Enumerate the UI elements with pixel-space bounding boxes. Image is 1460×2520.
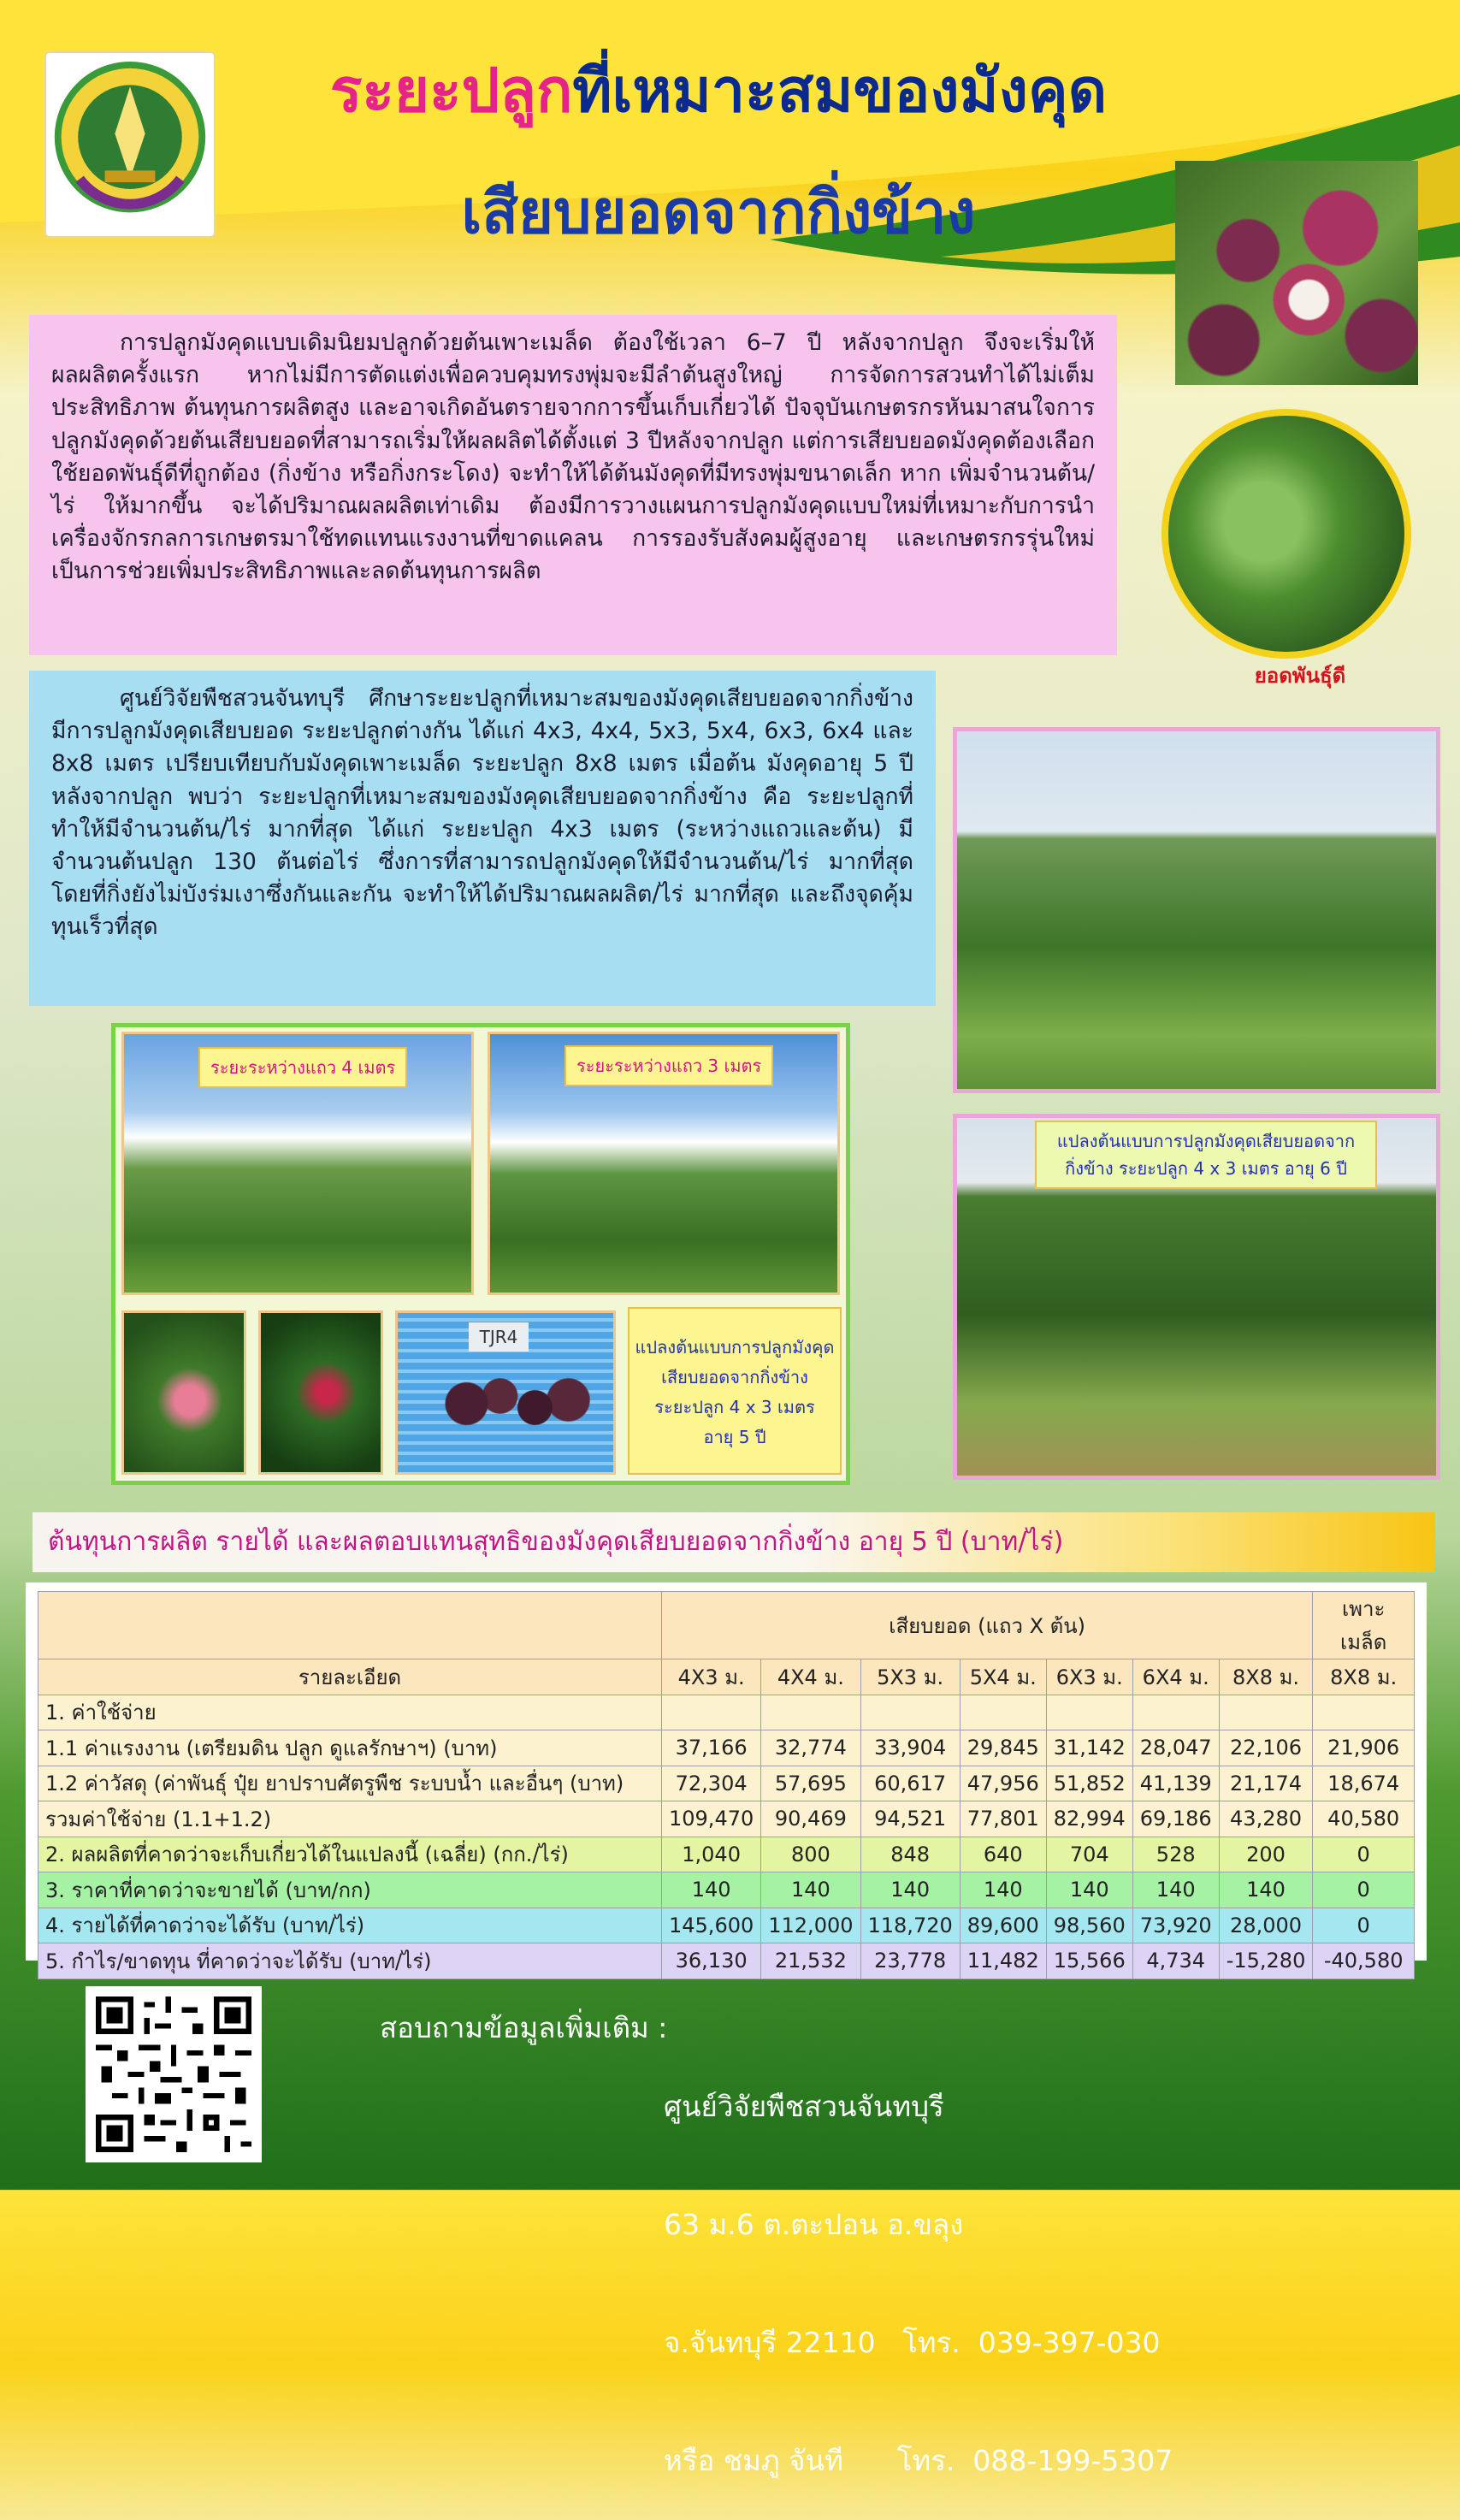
row-label: 1.1 ค่าแรงงาน (เตรียมดิน ปลูก ดูแลรักษาฯ) (บาท)	[38, 1730, 662, 1766]
cell: 28,000	[1219, 1908, 1313, 1943]
cell: 69,186	[1132, 1801, 1219, 1837]
contact-phone-2: หรือ ชมภู จันที โทร. 088-199-5307	[664, 2444, 1173, 2477]
cell: 800	[761, 1837, 860, 1872]
page-subtitle: เสียบยอดจากกิ่งข้าง	[461, 176, 976, 247]
row-label: 5. กำไร/ขาดทุน ที่คาดว่าจะได้รับ (บาท/ไร่)	[38, 1943, 662, 1979]
table-row	[38, 1943, 1415, 1979]
cell	[860, 1695, 960, 1730]
young-fruit-photo	[258, 1310, 383, 1475]
cell: 40,580	[1313, 1801, 1415, 1837]
cell: 28,047	[1132, 1730, 1219, 1766]
cell: 47,956	[960, 1766, 1046, 1801]
cell: 77,801	[960, 1801, 1046, 1837]
table-title: ต้นทุนการผลิต รายได้ และผลตอบแทนสุทธิของมังคุดเสียบยอดจากกิ่งข้าง อายุ 5 ปี (บาท/ไร่)	[33, 1512, 1435, 1572]
contact-address: 63 ม.6 ต.ตะปอน อ.ขลุง	[664, 2208, 964, 2241]
cost-table-panel	[26, 1582, 1427, 1973]
grafted-group-header: เสียบยอด (แถว X ต้น)	[662, 1592, 1313, 1659]
column-header: 4X4 ม.	[761, 1659, 860, 1695]
row-label: 2. ผลผลิตที่คาดว่าจะเก็บเกี่ยวได้ในแปลงนี้ (เฉลี่ย) (กก./ไร่)	[38, 1837, 662, 1872]
seedling-group-header: เพาะเมล็ด	[1313, 1592, 1415, 1659]
cell	[1132, 1695, 1219, 1730]
cell: 73,920	[1132, 1908, 1219, 1943]
cell: 90,469	[761, 1801, 860, 1837]
cell: 43,280	[1219, 1801, 1313, 1837]
cell	[1046, 1695, 1132, 1730]
mangosteen-fruit-photo	[1175, 161, 1418, 385]
table-row	[38, 1908, 1415, 1943]
cost-table	[38, 1591, 1415, 1979]
table-row	[38, 1837, 1415, 1872]
row-label: รวมค่าใช้จ่าย (1.1+1.2)	[38, 1801, 662, 1837]
research-paragraph	[29, 671, 936, 953]
cell: 118,720	[860, 1908, 960, 1943]
contact-phone-1: จ.จันทบุรี 22110 โทร. 039-397-030	[664, 2326, 1161, 2359]
qr-code-icon	[96, 1996, 251, 2152]
cell: 32,774	[761, 1730, 860, 1766]
cell: 140	[662, 1872, 761, 1908]
cell: 140	[960, 1872, 1046, 1908]
column-header: 6X4 ม.	[1132, 1659, 1219, 1695]
cell: 98,560	[1046, 1908, 1132, 1943]
cell: 33,904	[860, 1730, 960, 1766]
row-label: 4. รายได้ที่คาดว่าจะได้รับ (บาท/ไร่)	[38, 1908, 662, 1943]
cell: 15,566	[1046, 1943, 1132, 1979]
row-label: 1. ค่าใช้จ่าย	[38, 1695, 662, 1730]
cell: 94,521	[860, 1801, 960, 1837]
cell: 21,174	[1219, 1766, 1313, 1801]
cell: 72,304	[662, 1766, 761, 1801]
row-label: 1.2 ค่าวัสดุ (ค่าพันธุ์ ปุ๋ย ยาปราบศัตรูพืช ระบบน้ำ และอื่นๆ (บาท)	[38, 1766, 662, 1801]
intro-text: การปลูกมังคุดแบบเดิมนิยมปลูกด้วยต้นเพาะเมล็ด ต้องใช้เวลา 6–7 ปี หลังจากปลูก จึงจะเริ่มให้ผลผลิตครั้งแรก หากไม่มีการตัดแต่งเพื่อควบคุมทรงพุ่มจะมีลำต้นสูงใหญ่ การจัดการสวนทำได้ไม่เต็มประสิทธิภาพ ต้นทุนการผลิตสูง และอาจเกิดอันตรายจากการขึ้นเก็บเกี่ยวได้ ปัจจุบันเกษตรกรหันมาสนใจการปลูกมังคุดด้วยต้นเสียบยอดที่สามารถเริ่มให้ผลผลิตได้ตั้งแต่ 3 ปีหลังจากปลูก แต่การเสียบยอดมังคุดต้องเลือกใช้ยอดพันธุ์ดีที่ถูกต้อง (กิ่งข้าง หรือกิ่งกระโดง) จะทำให้ได้ต้นมังคุดที่มีทรงพุ่มขนาดเล็ก หาก เพิ่มจำนวนต้น/ไร่ ให้มากขึ้น จะได้ปริมาณผลผลิตเท่าเดิม ต้องมีการวางแผนการปลูกมังคุดแบบใหม่ที่เหมาะกับการนำเครื่องจักรกลการเกษตรมาใช้ทดแทนแรงงานที่ขาดแคลน การรองรับสังคมผู้สูงอายุ และเกษตรกรรุ่นใหม่ เป็นการช่วยเพิ่มประสิทธิภาพและลดต้นทุนการผลิต	[51, 329, 1095, 585]
cell: 140	[1132, 1872, 1219, 1908]
cell: 51,852	[1046, 1766, 1132, 1801]
cell: 0	[1313, 1872, 1415, 1908]
cell: 11,482	[960, 1943, 1046, 1979]
column-header: 4X3 ม.	[662, 1659, 761, 1695]
intro-paragraph	[29, 315, 1117, 597]
cell: 0	[1313, 1908, 1415, 1943]
row3-label: ระยะระหว่างแถว 3 เมตร	[564, 1045, 773, 1086]
row-label: 3. ราคาที่คาดว่าจะขายได้ (บาท/กก)	[38, 1872, 662, 1908]
cell	[960, 1695, 1046, 1730]
page-title	[257, 43, 1180, 138]
column-header: 5X4 ม.	[960, 1659, 1046, 1695]
cell: -15,280	[1219, 1943, 1313, 1979]
cell: 37,166	[662, 1730, 761, 1766]
table-column-row	[38, 1659, 1415, 1695]
detail-column-header: รายละเอียด	[38, 1659, 662, 1695]
cell: 41,139	[1132, 1766, 1219, 1801]
plot6-caption-line1: แปลงต้นแบบการปลูกมังคุดเสียบยอดจาก	[1056, 1131, 1356, 1151]
doa-logo	[44, 51, 216, 238]
intro-panel	[29, 315, 1117, 655]
research-panel	[29, 671, 936, 1006]
table-row	[38, 1730, 1415, 1766]
table-header-row	[38, 1592, 1415, 1659]
cell: 23,778	[860, 1943, 960, 1979]
plot5-caption	[628, 1307, 842, 1475]
plot5-caption-line4: อายุ 5 ปี	[703, 1427, 766, 1447]
qr-code[interactable]	[86, 1986, 262, 2162]
cell: 140	[1219, 1872, 1313, 1908]
basket-tag: TJR4	[469, 1322, 529, 1352]
plot5-caption-line2: เสียบยอดจากกิ่งข้าง	[661, 1367, 808, 1387]
cell: 22,106	[1219, 1730, 1313, 1766]
row4-label: ระยะระหว่างแถว 4 เมตร	[198, 1047, 407, 1088]
cell	[1219, 1695, 1313, 1730]
table-row	[38, 1801, 1415, 1837]
column-header: 8X8 ม.	[1219, 1659, 1313, 1695]
plot5-caption-line1: แปลงต้นแบบการปลูกมังคุด	[635, 1337, 835, 1358]
table-row	[38, 1872, 1415, 1908]
cell: 140	[860, 1872, 960, 1908]
contact-org: ศูนย์วิจัยพืชสวนจันทบุรี	[664, 2090, 944, 2123]
cell	[662, 1695, 761, 1730]
contact-details	[664, 2008, 1173, 2520]
cell	[761, 1695, 860, 1730]
cell: 112,000	[761, 1908, 860, 1943]
cell: 4,734	[1132, 1943, 1219, 1979]
cell: 145,600	[662, 1908, 761, 1943]
page-title-highlight: ระยะปลูก	[329, 55, 573, 126]
scion-shoot-photo	[1161, 409, 1411, 659]
cell: 848	[860, 1837, 960, 1872]
cell: 140	[1046, 1872, 1132, 1908]
cell: 640	[960, 1837, 1046, 1872]
scion-caption: ยอดพันธุ์ดี	[1254, 664, 1346, 688]
contact-label: สอบถามข้อมูลเพิ่มเติม :	[380, 2011, 668, 2044]
plot6-caption	[1035, 1121, 1377, 1189]
cell: 31,142	[1046, 1730, 1132, 1766]
cell: 200	[1219, 1837, 1313, 1872]
orchard-tree-photo	[953, 727, 1440, 1093]
table-row	[38, 1695, 1415, 1730]
column-header: 6X3 ม.	[1046, 1659, 1132, 1695]
table-header-blank	[38, 1592, 662, 1659]
cell: 21,906	[1313, 1730, 1415, 1766]
cell: 57,695	[761, 1766, 860, 1801]
plot5-caption-line3: ระยะปลูก 4 x 3 เมตร	[654, 1397, 815, 1417]
cell: 528	[1132, 1837, 1219, 1872]
cell: 89,600	[960, 1908, 1046, 1943]
cell: 109,470	[662, 1801, 761, 1837]
cell	[1313, 1695, 1415, 1730]
cell: 18,674	[1313, 1766, 1415, 1801]
plot6-caption-line2: กิ่งข้าง ระยะปลูก 4 x 3 เมตร อายุ 6 ปี	[1065, 1158, 1347, 1179]
cell: 60,617	[860, 1766, 960, 1801]
cell: 36,130	[662, 1943, 761, 1979]
mangosteen-pile	[445, 1365, 590, 1442]
cell: 0	[1313, 1837, 1415, 1872]
column-header: 5X3 ม.	[860, 1659, 960, 1695]
cell: -40,580	[1313, 1943, 1415, 1979]
cell: 704	[1046, 1837, 1132, 1872]
cell: 21,532	[761, 1943, 860, 1979]
flower-photo	[121, 1310, 246, 1475]
cell: 1,040	[662, 1837, 761, 1872]
column-header: 8X8 ม.	[1313, 1659, 1415, 1695]
cell: 82,994	[1046, 1801, 1132, 1837]
research-text: ศูนย์วิจัยพืชสวนจันทบุรี ศึกษาระยะปลูกที่เหมาะสมของมังคุดเสียบยอดจากกิ่งข้าง มีการปลูกมังคุดเสียบยอด ระยะปลูกต่างกัน ได้แก่ 4x3, 4x4, 5x3, 5x4, 6x3, 6x4 และ 8x8 เมตร เปรียบเทียบกับมังคุดเพาะเมล็ด ระยะปลูก 8x8 เมตร เมื่อต้น มังคุดอายุ 5 ปี หลังจากปลูก พบว่า ระยะปลูกที่เหมาะสมของมังคุดเสียบยอดจากกิ่งข้าง คือ ระยะปลูกที่ทำให้มีจำนวนต้น/ไร่ มากที่สุด ได้แก่ ระยะปลูก 4x3 เมตร (ระหว่างแถวและต้น) มีจำนวนต้นปลูก 130 ต้นต่อไร่ ซึ่งการที่สามารถปลูกมังคุดให้มีจำนวนต้น/ไร่ มากที่สุด โดยที่กิ่งยังไม่บังร่มเงาซึ่งกันและกัน จะทำให้ได้ปริมาณผลผลิต/ไร่ มากที่สุด และถึงจุดคุ้มทุนเร็วที่สุด	[51, 685, 913, 941]
page-title-rest: ที่เหมาะสมของมังคุด	[572, 55, 1108, 126]
cell: 29,845	[960, 1730, 1046, 1766]
cell: 140	[761, 1872, 860, 1908]
table-row	[38, 1766, 1415, 1801]
